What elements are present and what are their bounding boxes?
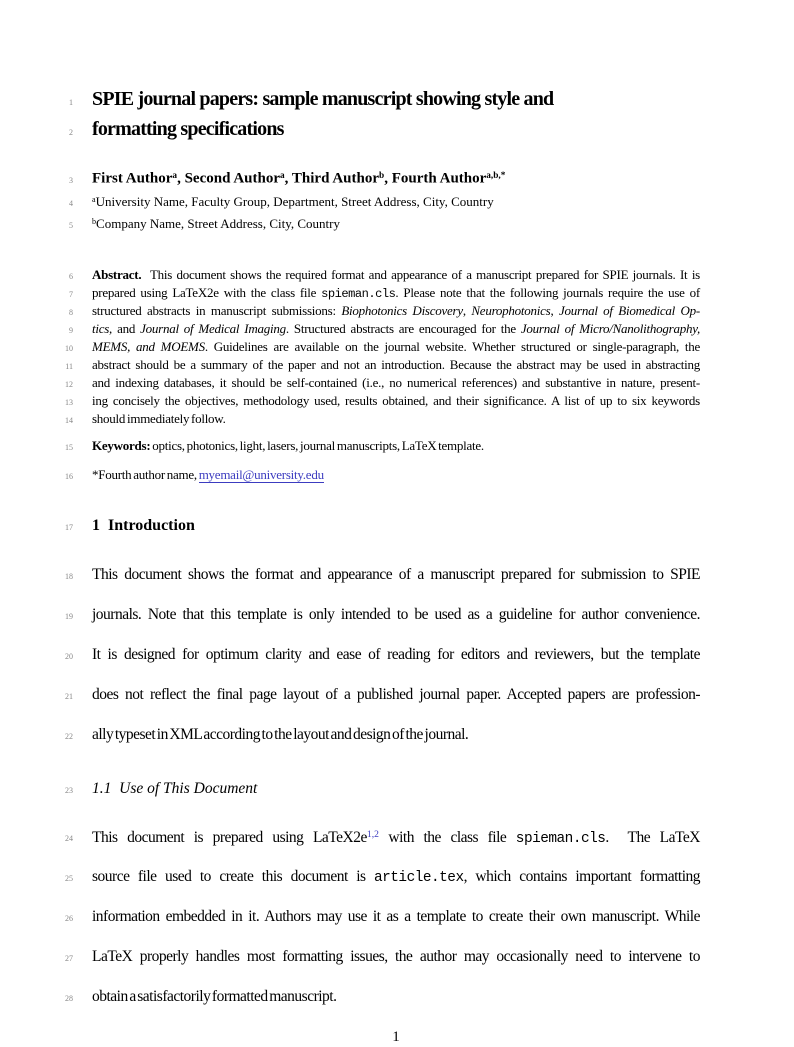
line-content bbox=[92, 438, 700, 454]
text-segment: This document is prepared using LaTeX2e bbox=[92, 828, 367, 846]
line-content bbox=[92, 865, 700, 889]
line-content bbox=[92, 375, 700, 391]
line-content bbox=[92, 393, 700, 409]
manuscript-line bbox=[0, 603, 794, 629]
text-segment: . Guidelines are available on the journal website. Whether structured or single-paragraph, the bbox=[204, 338, 701, 354]
text-segment: This document shows the required format and appearance of a manuscript prepared for SPIE journals. It is bbox=[141, 266, 700, 282]
text-segment: abstract should be a summary of the paper and not an introduction. Because the abstract may be used in abstracting bbox=[92, 356, 700, 372]
text-segment: prepared using LaTeX2e with the class file bbox=[92, 284, 322, 300]
line-content bbox=[92, 683, 700, 707]
manuscript-line bbox=[0, 563, 794, 589]
line-content bbox=[92, 213, 700, 233]
line-number: 2 bbox=[69, 128, 73, 137]
text-segment: , Third Author bbox=[284, 170, 380, 187]
line-number: 4 bbox=[69, 198, 73, 208]
manuscript-line bbox=[0, 303, 794, 321]
line-number: 5 bbox=[69, 220, 73, 230]
text-segment: *Fourth author name, bbox=[92, 466, 199, 482]
text-segment: a,b,* bbox=[486, 171, 506, 181]
line-content bbox=[92, 86, 700, 113]
line-number: 8 bbox=[69, 307, 73, 317]
text-segment: spieman.cls bbox=[321, 286, 396, 301]
text-segment: Company Name, Street Address, City, Country bbox=[96, 215, 340, 231]
manuscript-line bbox=[0, 116, 794, 146]
line-content bbox=[92, 166, 700, 189]
text-segment: Abstract. bbox=[92, 266, 142, 282]
text-segment: MEMS, and MOEMS bbox=[92, 338, 205, 354]
text-segment: , bbox=[462, 302, 472, 318]
text-segment: b bbox=[92, 216, 97, 226]
manuscript-line bbox=[0, 438, 794, 456]
text-segment: Journal of Micro/Nanolithography, bbox=[520, 320, 700, 336]
line-content bbox=[92, 945, 700, 969]
text-segment: , bbox=[550, 302, 559, 318]
line-number: 15 bbox=[65, 442, 73, 452]
text-segment: spieman.cls bbox=[515, 830, 606, 847]
line-content bbox=[92, 563, 700, 587]
email-link[interactable]: myemail@university.edu bbox=[198, 466, 324, 482]
line-content bbox=[92, 191, 700, 211]
text-segment: Journal of Medical Imaging bbox=[140, 320, 286, 336]
line-number: 24 bbox=[65, 834, 73, 844]
manuscript-line bbox=[0, 985, 794, 1011]
text-segment: with the class file bbox=[378, 828, 516, 846]
text-segment: LaTeX properly handles most formatting issues, the author may occasionally need to intervene to bbox=[92, 948, 700, 966]
text-segment: does not reflect the final page layout of a published journal paper. Accepted papers are profession- bbox=[92, 685, 700, 703]
text-segment: should immediately follow. bbox=[92, 410, 226, 426]
line-number: 1 bbox=[69, 98, 73, 107]
text-segment: . The LaTeX bbox=[605, 828, 700, 846]
line-content bbox=[92, 643, 700, 667]
manuscript-line bbox=[0, 375, 794, 393]
manuscript-line bbox=[0, 467, 794, 485]
text-segment: a bbox=[280, 171, 285, 181]
line-number: 3 bbox=[69, 175, 73, 185]
page-number bbox=[92, 1027, 700, 1047]
line-number: 10 bbox=[65, 343, 73, 353]
text-segment: a bbox=[172, 171, 178, 181]
text-segment: tics, bbox=[92, 320, 113, 336]
manuscript-line bbox=[0, 267, 794, 285]
text-segment: source file used to create this document is bbox=[92, 868, 374, 886]
manuscript-line bbox=[0, 723, 794, 749]
line-number: 9 bbox=[69, 325, 73, 335]
text-segment: First Author bbox=[92, 170, 173, 187]
manuscript-line bbox=[0, 411, 794, 429]
line-number: 27 bbox=[65, 954, 73, 964]
manuscript-line bbox=[0, 823, 794, 852]
text-segment: This document shows the format and appearance of a manuscript prepared for submission to SPIE bbox=[92, 565, 700, 583]
line-content bbox=[92, 411, 700, 427]
line-number: 28 bbox=[65, 994, 73, 1004]
line-number: 6 bbox=[69, 271, 73, 281]
text-segment: . Structured abstracts are encouraged for the bbox=[285, 320, 521, 336]
line-number: 14 bbox=[65, 415, 73, 425]
line-number: 18 bbox=[65, 571, 73, 581]
manuscript-line bbox=[0, 643, 794, 669]
manuscript-line bbox=[0, 778, 794, 802]
text-segment: It is designed for optimum clarity and ease of reading for editors and reviewers, but the template bbox=[92, 645, 700, 663]
text-segment: University Name, Faculty Group, Department, Street Address, City, Country bbox=[95, 193, 494, 209]
text-segment: , Second Author bbox=[177, 170, 281, 187]
line-content bbox=[92, 303, 700, 319]
text-segment: ally typeset in XML according to the layout and design of the journal. bbox=[92, 725, 469, 743]
line-content bbox=[92, 823, 700, 847]
text-segment: 1.1 Use of This Document bbox=[92, 779, 258, 797]
manuscript-line bbox=[0, 285, 794, 303]
manuscript-line bbox=[0, 86, 794, 116]
manuscript-line bbox=[0, 393, 794, 411]
line-content bbox=[92, 603, 700, 627]
line-content bbox=[92, 339, 700, 355]
manuscript-lines bbox=[0, 86, 794, 1047]
text-segment: 1 bbox=[392, 1029, 400, 1046]
text-segment: a bbox=[92, 194, 96, 204]
manuscript-line bbox=[0, 683, 794, 709]
line-number: 7 bbox=[69, 289, 73, 299]
manuscript-line bbox=[0, 321, 794, 339]
text-segment: optics, photonics, light, lasers, journal manuscripts, LaTeX template. bbox=[150, 437, 484, 453]
text-segment: , Fourth Author bbox=[384, 170, 487, 187]
line-number: 25 bbox=[65, 874, 73, 884]
text-segment: and indexing databases, it should be self-contained (i.e., no numerical references) and substantive in nature, present- bbox=[92, 374, 700, 390]
citation-link[interactable]: 1,2 bbox=[366, 828, 379, 840]
line-number: 26 bbox=[65, 914, 73, 924]
line-number: 12 bbox=[65, 379, 73, 389]
text-segment: 1 Introduction bbox=[92, 516, 195, 534]
line-content bbox=[92, 723, 700, 747]
text-segment: Journal of Biomedical Op- bbox=[558, 302, 700, 318]
manuscript-line bbox=[0, 357, 794, 375]
line-number: 19 bbox=[65, 611, 73, 621]
text-segment: Keywords: bbox=[92, 437, 151, 453]
line-content bbox=[92, 267, 700, 283]
text-segment: formatting specifications bbox=[92, 118, 284, 140]
line-content bbox=[92, 905, 700, 929]
line-number: 20 bbox=[65, 651, 73, 661]
line-content bbox=[92, 467, 700, 483]
text-segment: structured abstracts in manuscript submissions: bbox=[92, 302, 342, 318]
text-segment: journals. Note that this template is only intended to be used as a guideline for author convenience. bbox=[92, 605, 700, 623]
manuscript-line bbox=[0, 865, 794, 891]
manuscript-line bbox=[0, 945, 794, 971]
line-number: 13 bbox=[65, 397, 73, 407]
text-segment: , which contains important formatting bbox=[463, 868, 700, 886]
line-content bbox=[92, 116, 700, 143]
line-content bbox=[92, 985, 700, 1009]
line-content bbox=[92, 357, 700, 373]
page-number-row bbox=[0, 1027, 794, 1047]
manuscript-line bbox=[0, 515, 794, 539]
manuscript-line bbox=[0, 191, 794, 213]
line-number: 16 bbox=[65, 471, 73, 481]
line-content bbox=[92, 321, 700, 337]
line-number: 17 bbox=[65, 522, 73, 532]
text-segment: . Please note that the following journals require the use of bbox=[395, 284, 700, 300]
text-segment: ing concisely the objectives, methodology used, results obtained, and their significance. A list of up to six keywords bbox=[92, 392, 700, 408]
text-segment: obtain a satisfactorily formatted manuscript. bbox=[92, 988, 337, 1006]
line-number: 11 bbox=[65, 361, 73, 371]
text-segment: information embedded in it. Authors may use it as a template to create their own manuscript. While bbox=[92, 908, 700, 926]
line-number: 23 bbox=[65, 785, 73, 795]
line-content bbox=[92, 778, 700, 800]
manuscript-line bbox=[0, 166, 794, 191]
line-content bbox=[92, 285, 700, 301]
line-number: 22 bbox=[65, 731, 73, 741]
manuscript-line bbox=[0, 905, 794, 931]
manuscript-line bbox=[0, 339, 794, 357]
text-segment: b bbox=[379, 171, 385, 181]
line-content bbox=[92, 515, 700, 537]
text-segment: and bbox=[112, 320, 141, 336]
text-segment: Biophotonics Discovery bbox=[341, 302, 463, 318]
text-segment: SPIE journal papers: sample manuscript showing style and bbox=[92, 88, 554, 110]
manuscript-line bbox=[0, 213, 794, 235]
text-segment: Neurophotonics bbox=[471, 302, 551, 318]
text-segment: article.tex bbox=[374, 870, 464, 887]
line-number: 21 bbox=[65, 691, 73, 701]
